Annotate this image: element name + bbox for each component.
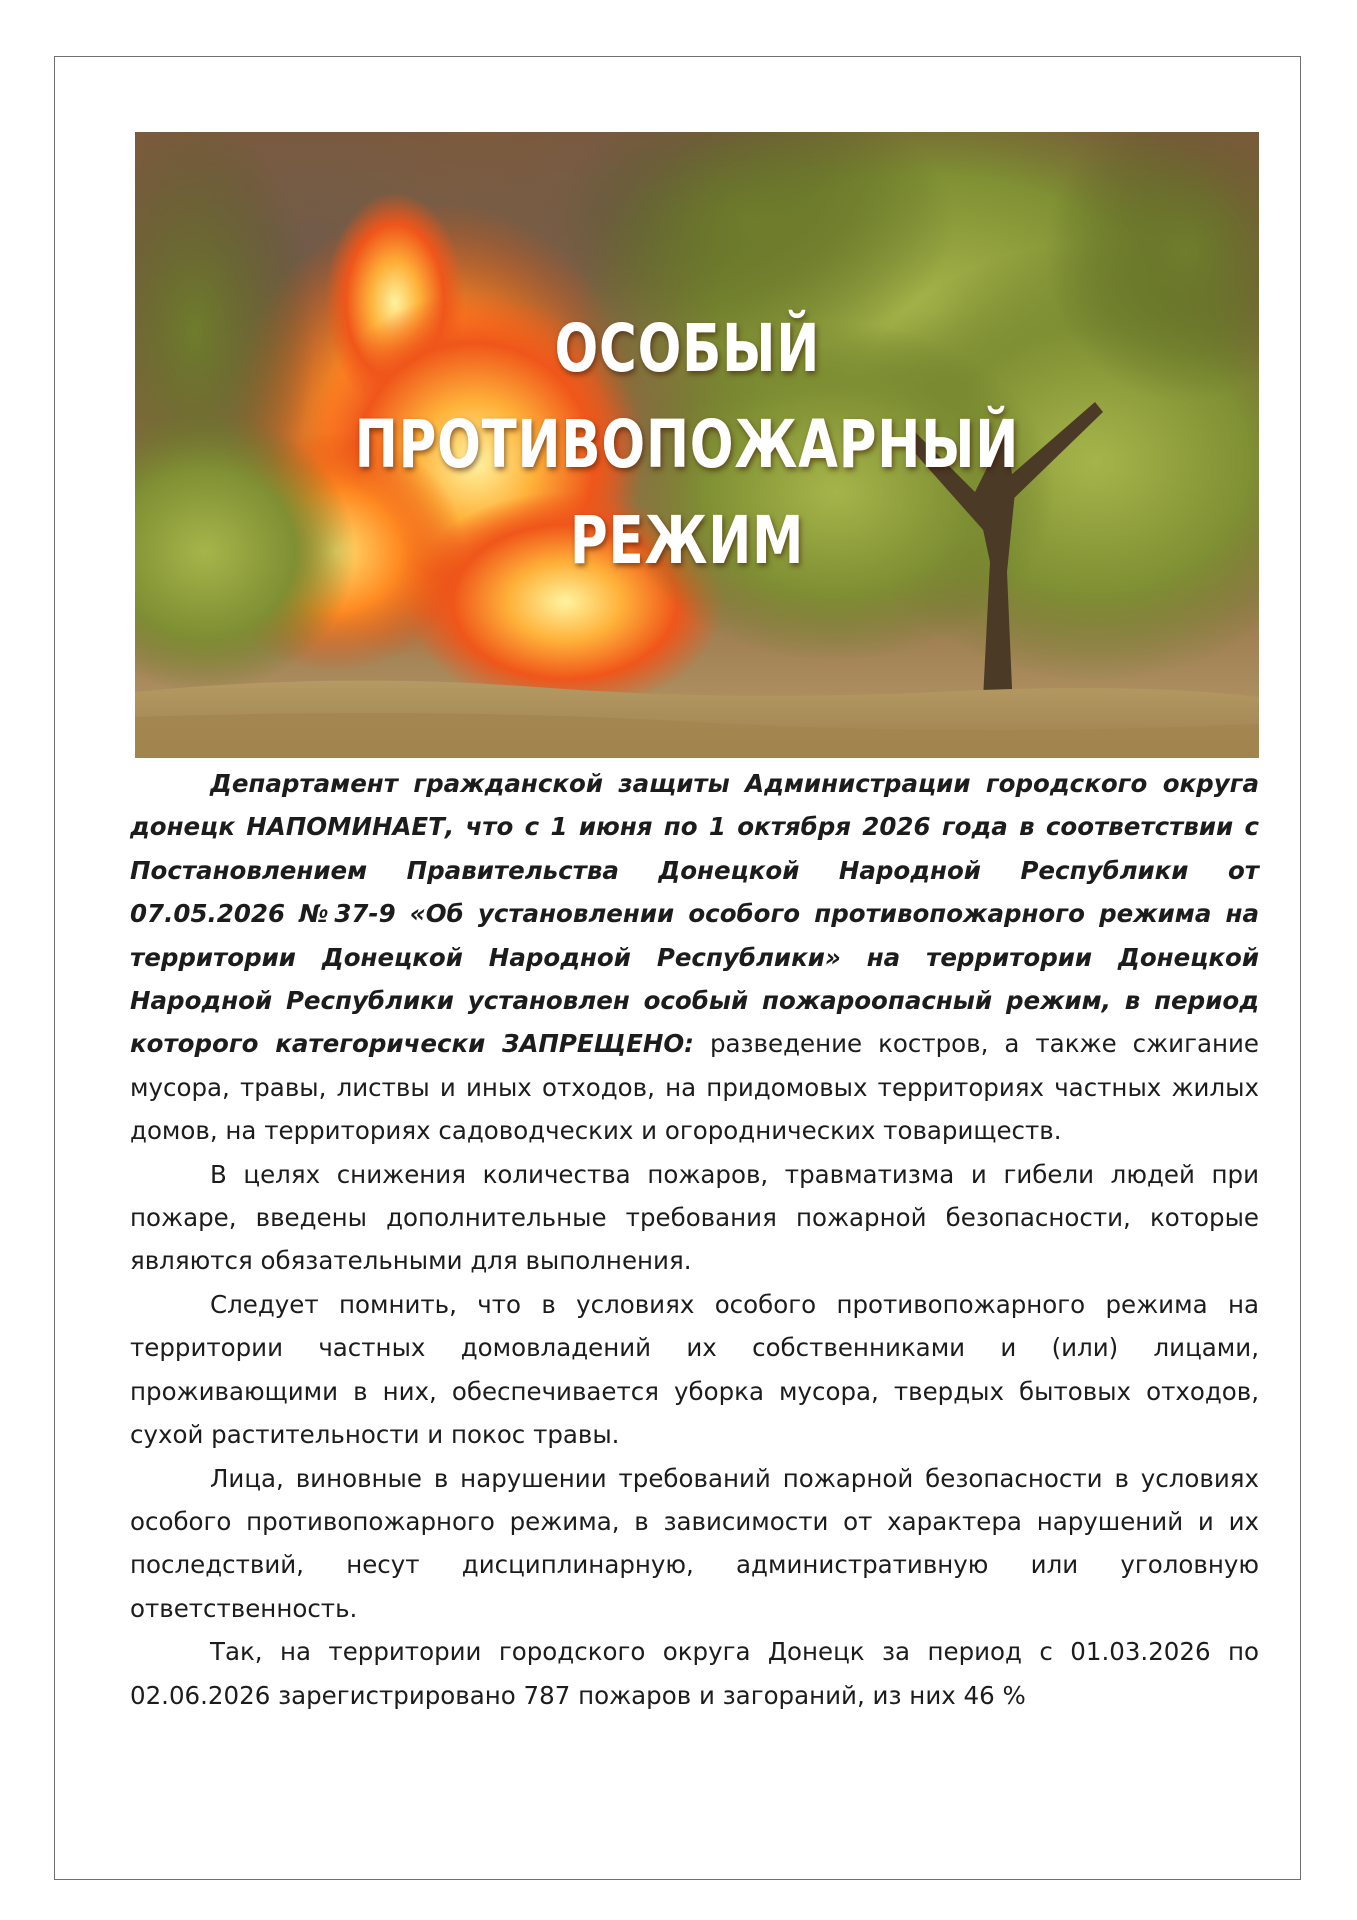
- hero-title: [135, 132, 1259, 758]
- paragraph-owners-duties: Следует помнить, что в условиях особого противопожарного режима на территории частных домовладений их собственниками и (или) лицами, проживающими в них, обеспечивается уборка мусора, твердых бытовых отходов, сухой растительности и покос травы.: [130, 1289, 1259, 1450]
- announcement-lead: Департамент гражданской защиты Администрации городского округа донецк НАПОМИНАЕТ, что с 1 июня по 1 октября 2026 года в соответствии с Постановлением Правительства Донецкой Народной Республики от 07.05.2026 №37-9 «Об установлении особого противопожарного режима на территории Донецкой Народной Республики» на территории Донецкой Народной Республики установлен особый пожароопасный режим, в период которого категорически ЗАПРЕЩЕНО:: [130, 769, 1259, 1059]
- hero-title-line: ОСОБЫЙ: [554, 310, 820, 387]
- paragraph-statistics: Так, на территории городского округа Донецк за период с 01.03.2026 по 02.06.2026 зарегистрировано 787 пожаров и загораний, из них 46 %: [130, 1637, 1259, 1710]
- paragraph-announcement: [130, 762, 1259, 1153]
- paragraph-requirements: В целях снижения количества пожаров, травматизма и гибели людей при пожаре, введены дополнительные требования пожарной безопасности, которые являются обязательными для выполнения.: [130, 1159, 1259, 1276]
- article-body: [130, 762, 1259, 1717]
- hero-title-line: РЕЖИМ: [569, 502, 805, 579]
- hero-title-line: ПРОТИВОПОЖАРНЫЙ: [354, 406, 1020, 483]
- hero-image: [135, 132, 1259, 758]
- paragraph-liability: Лица, виновные в нарушении требований пожарной безопасности в условиях особого противопожарного режима, в зависимости от характера нарушений и их последствий, несут дисциплинарную, административную или уголовную ответственность.: [130, 1463, 1259, 1623]
- announcement-rest: разведение костров, а также сжигание мусора, травы, листвы и иных отходов, на придомовых территориях частных жилых домов, на территориях садоводческих и огороднических товариществ.: [130, 1029, 1260, 1146]
